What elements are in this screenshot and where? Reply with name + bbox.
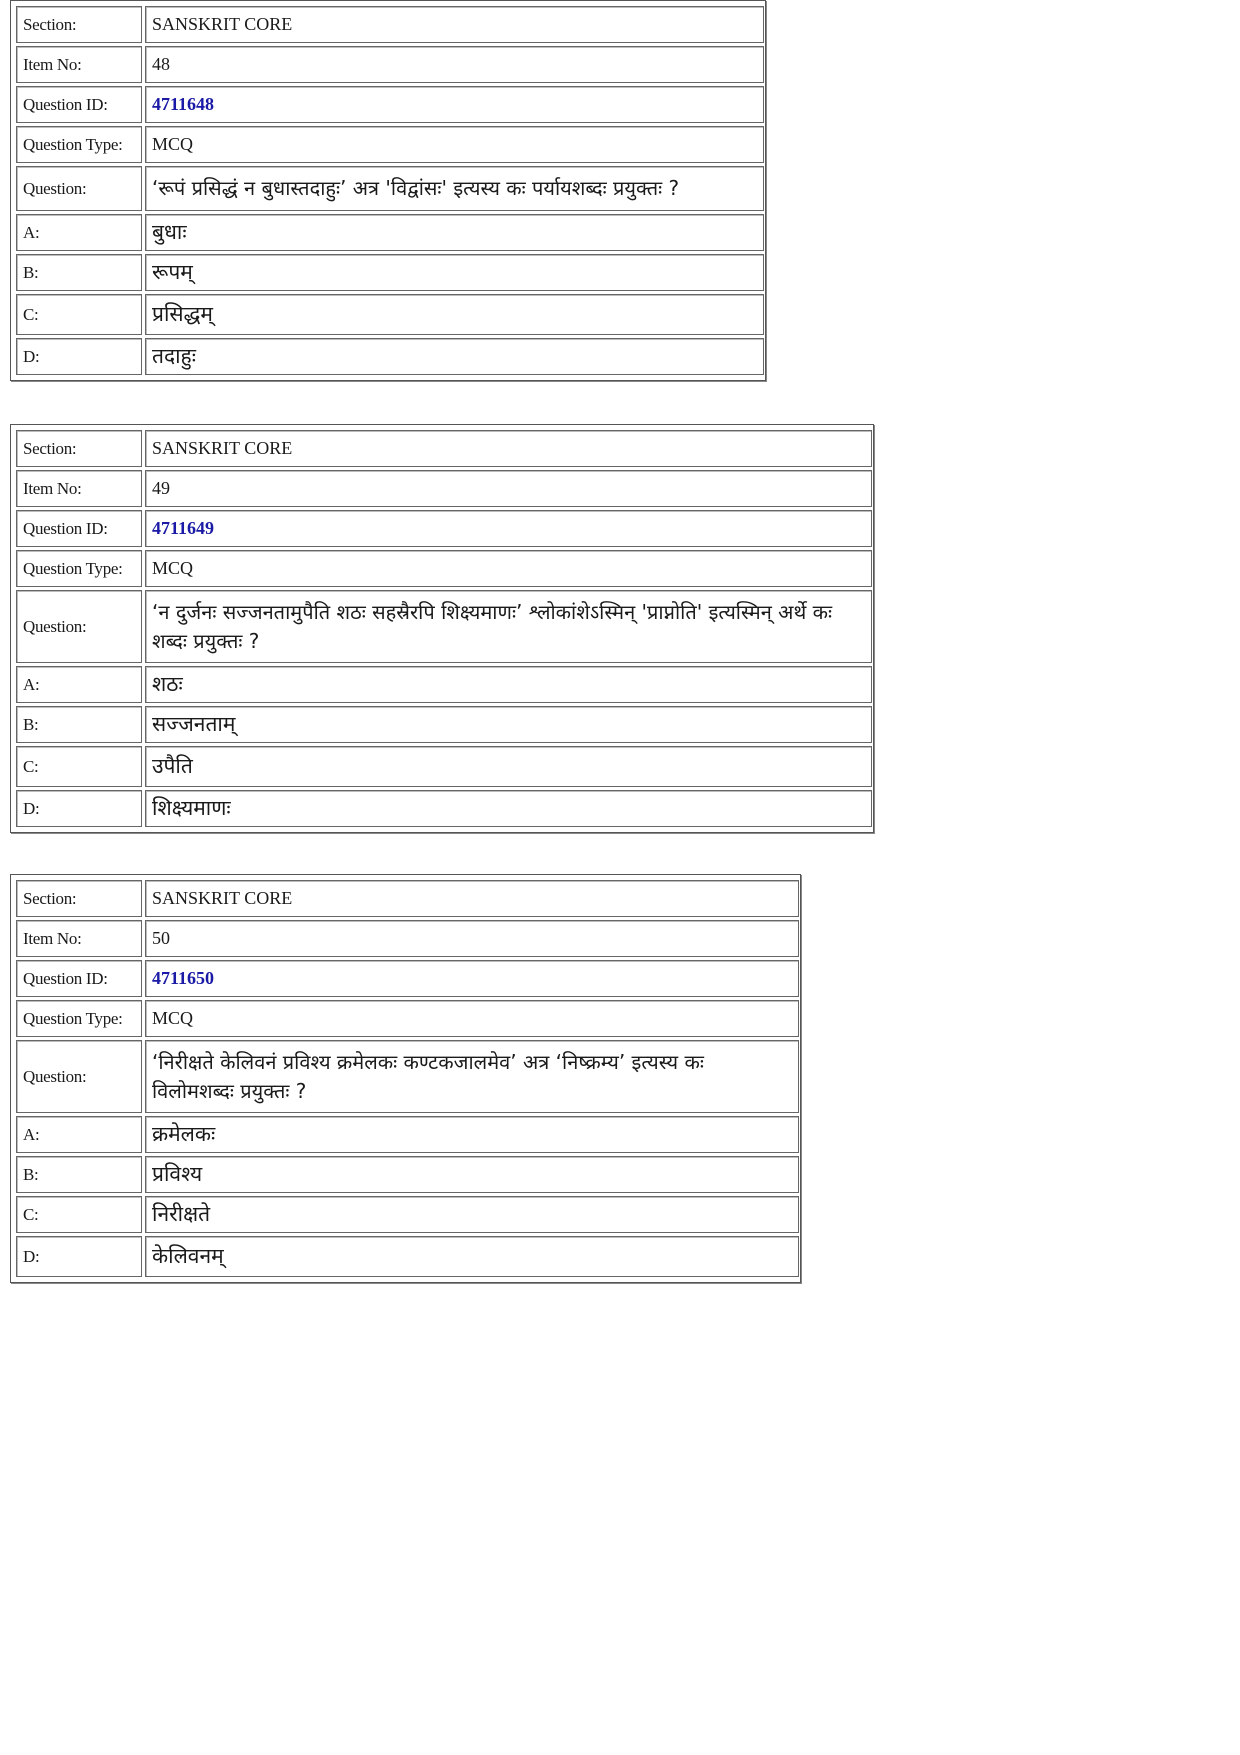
row-question-id — [16, 960, 799, 997]
section-value: SANSKRIT CORE — [145, 430, 872, 467]
row-question-id — [16, 86, 764, 123]
question-label: Question: — [16, 1040, 142, 1113]
section-label: Section: — [16, 6, 142, 43]
row-option-a — [16, 666, 872, 703]
option-a-label: A: — [16, 666, 142, 703]
option-c-label: C: — [16, 1196, 142, 1233]
section-value: SANSKRIT CORE — [145, 6, 764, 43]
row-item-no — [16, 470, 872, 507]
row-section — [16, 6, 764, 43]
question-id-label: Question ID: — [16, 510, 142, 547]
question-text: ‘निरीक्षते केलिवनं प्रविश्य क्रमेलकः कण्टकजालमेव’ अत्र ‘निष्क्रम्य’ इत्यस्य कः विलोमशब्दः प्रयुक्तः ? — [145, 1040, 799, 1113]
row-item-no — [16, 46, 764, 83]
option-c-label: C: — [16, 294, 142, 335]
option-d-label: D: — [16, 338, 142, 375]
option-c-label: C: — [16, 746, 142, 787]
option-c-text: प्रसिद्धम् — [145, 294, 764, 335]
question-table — [13, 3, 767, 378]
question-id-value: 4711648 — [145, 86, 764, 123]
row-option-d — [16, 338, 764, 375]
question-id-value: 4711649 — [145, 510, 872, 547]
row-option-b — [16, 1156, 799, 1193]
question-type-value: MCQ — [145, 126, 764, 163]
question-table — [13, 427, 875, 830]
section-label: Section: — [16, 880, 142, 917]
option-d-label: D: — [16, 1236, 142, 1277]
option-d-text: शिक्ष्यमाणः — [145, 790, 872, 827]
row-section — [16, 430, 872, 467]
option-d-text: केलिवनम् — [145, 1236, 799, 1277]
row-option-c — [16, 746, 872, 787]
option-a-label: A: — [16, 1116, 142, 1153]
question-text: ‘न दुर्जनः सज्जनतामुपैति शठः सहस्रैरपि शिक्ष्यमाणः’ श्लोकांशेऽस्मिन् 'प्राप्नोति' इत्यस्मिन् अर्थे कः शब्दः प्रयुक्तः ? — [145, 590, 872, 663]
question-card-48 — [10, 0, 766, 381]
question-type-value: MCQ — [145, 1000, 799, 1037]
row-question-id — [16, 510, 872, 547]
option-d-label: D: — [16, 790, 142, 827]
option-c-text: उपैति — [145, 746, 872, 787]
row-option-b — [16, 706, 872, 743]
question-text: ‘रूपं प्रसिद्धं न बुधास्तदाहुः’ अत्र 'विद्वांसः' इत्यस्य कः पर्यायशब्दः प्रयुक्तः ? — [145, 166, 764, 211]
question-card-50 — [10, 874, 801, 1283]
item-no-label: Item No: — [16, 470, 142, 507]
row-question-type — [16, 1000, 799, 1037]
option-c-text: निरीक्षते — [145, 1196, 799, 1233]
row-question — [16, 590, 872, 663]
option-b-text: प्रविश्य — [145, 1156, 799, 1193]
question-type-value: MCQ — [145, 550, 872, 587]
section-value: SANSKRIT CORE — [145, 880, 799, 917]
row-item-no — [16, 920, 799, 957]
question-label: Question: — [16, 166, 142, 211]
question-id-label: Question ID: — [16, 960, 142, 997]
option-d-text: तदाहुः — [145, 338, 764, 375]
row-option-a — [16, 1116, 799, 1153]
question-type-label: Question Type: — [16, 550, 142, 587]
row-question-type — [16, 550, 872, 587]
option-b-text: सज्जनताम् — [145, 706, 872, 743]
option-b-label: B: — [16, 254, 142, 291]
row-question-type — [16, 126, 764, 163]
row-section — [16, 880, 799, 917]
option-a-label: A: — [16, 214, 142, 251]
item-no-value: 48 — [145, 46, 764, 83]
item-no-label: Item No: — [16, 46, 142, 83]
option-a-text: क्रमेलकः — [145, 1116, 799, 1153]
option-b-text: रूपम् — [145, 254, 764, 291]
question-id-label: Question ID: — [16, 86, 142, 123]
option-a-text: शठः — [145, 666, 872, 703]
row-question — [16, 166, 764, 211]
row-question — [16, 1040, 799, 1113]
option-b-label: B: — [16, 1156, 142, 1193]
item-no-value: 49 — [145, 470, 872, 507]
item-no-value: 50 — [145, 920, 799, 957]
question-id-value: 4711650 — [145, 960, 799, 997]
row-option-d — [16, 790, 872, 827]
row-option-c — [16, 294, 764, 335]
row-option-c — [16, 1196, 799, 1233]
option-b-label: B: — [16, 706, 142, 743]
question-type-label: Question Type: — [16, 1000, 142, 1037]
question-type-label: Question Type: — [16, 126, 142, 163]
row-option-a — [16, 214, 764, 251]
item-no-label: Item No: — [16, 920, 142, 957]
question-card-49 — [10, 424, 874, 833]
question-table — [13, 877, 802, 1280]
row-option-d — [16, 1236, 799, 1277]
row-option-b — [16, 254, 764, 291]
section-label: Section: — [16, 430, 142, 467]
question-label: Question: — [16, 590, 142, 663]
option-a-text: बुधाः — [145, 214, 764, 251]
